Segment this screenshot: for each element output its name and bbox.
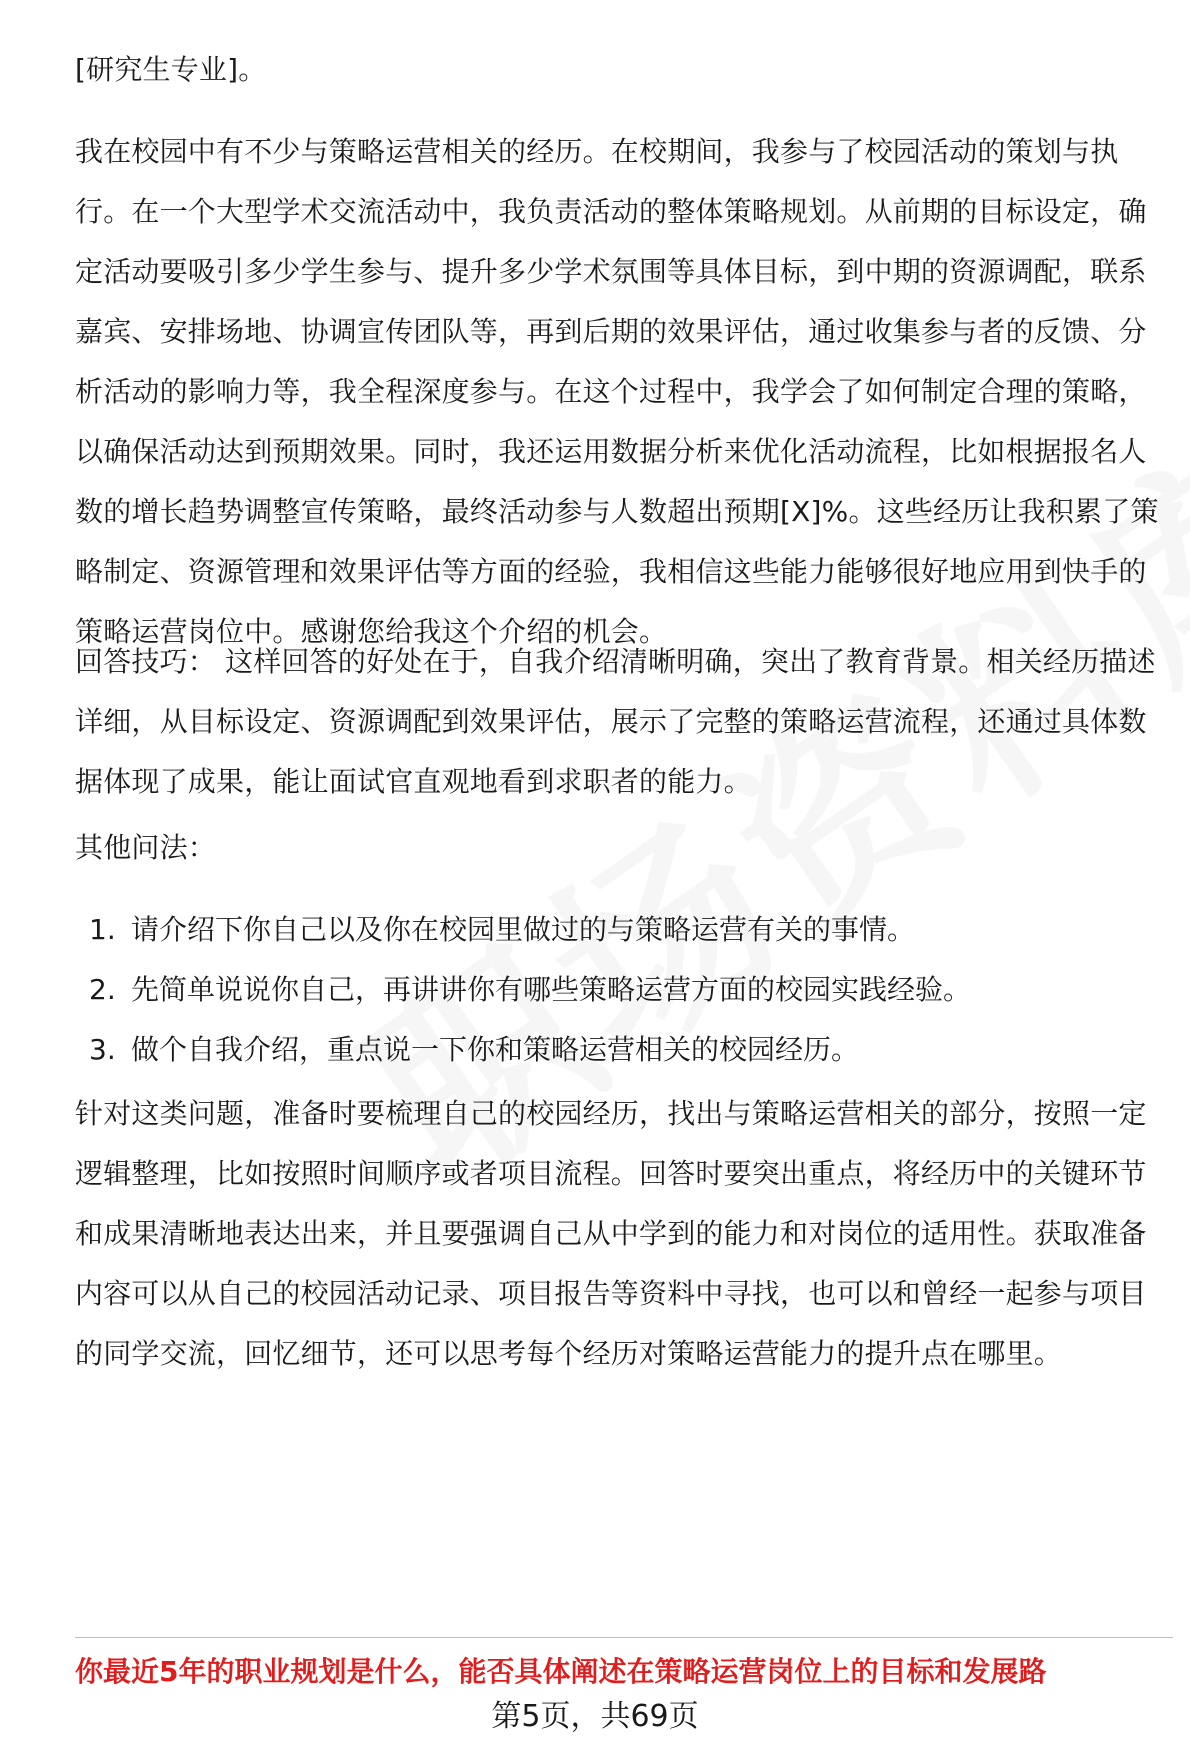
alt-questions-list (75, 900, 1173, 1080)
paragraph-preparation-advice: 针对这类问题，准备时要梳理自己的校园经历，找出与策略运营相关的部分，按照一定逻辑整理，比如按照时间顺序或者项目流程。回答时要突出重点，将经历中的关键环节和成果清晰地表达出来，并且要强调自己从中学到的能力和对岗位的适用性。获取准备内容可以从自己的校园活动记录、项目报告等资料中寻找，也可以和曾经一起参与项目的同学交流，回忆细节，还可以思考每个经历对策略运营能力的提升点在哪里。 (75, 1097, 1147, 1370)
paragraph-answer-tips: 回答技巧： 这样回答的好处在于，自我介绍清晰明确，突出了教育背景。相关经历描述详细，从目标设定、资源调配到效果评估，展示了完整的策略运营流程，还通过具体数据体现了成果，能让面试官直观地看到求职者的能力。 (75, 645, 1156, 798)
section-divider (75, 1637, 1173, 1638)
paragraph-major: [研究生专业]。 (75, 53, 267, 86)
page-number: 第5页，共69页 (491, 1699, 699, 1734)
list-item-text: 做个自我介绍，重点说一下你和策略运营相关的校园经历。 (131, 1033, 860, 1066)
paragraph-experience: 我在校园中有不少与策略运营相关的经历。在校期间，我参与了校园活动的策划与执行。在一个大型学术交流活动中，我负责活动的整体策略规划。从前期的目标设定，确定活动要吸引多少学生参与、提升多少学术氛围等具体目标，到中期的资源调配，联系嘉宾、安排场地、协调宣传团队等，再到后期的效果评估，通过收集参与者的反馈、分析活动的影响力等，我全程深度参与。在这个过程中，我学会了如何制定合理的策略，以确保活动达到预期效果。同时，我还运用数据分析来优化活动流程，比如根据报名人数的增长趋势调整宣传策略，最终活动参与人数超出预期[X]%。这些经历让我积累了策略制定、资源管理和效果评估等方面的经验，我相信这些能力能够很好地应用到快手的策略运营岗位中。感谢您给我这个介绍的机会。 (75, 135, 1159, 648)
list-item (75, 960, 1173, 1020)
list-item-text: 先简单说说你自己，再讲讲你有哪些策略运营方面的校园实践经验。 (131, 973, 972, 1006)
next-question-heading: 你最近5年的职业规划是什么，能否具体阐述在策略运营岗位上的目标和发展路 (75, 1655, 1047, 1688)
list-item-number: 3. (89, 1033, 116, 1066)
list-item (75, 900, 1173, 960)
list-item-text: 请介绍下你自己以及你在校园里做过的与策略运营有关的事情。 (131, 913, 916, 946)
list-item-number: 2. (89, 973, 116, 1006)
paragraph-other-questions-heading: 其他问法： (75, 831, 217, 864)
list-item (75, 1020, 1173, 1080)
list-item-number: 1. (89, 913, 116, 946)
